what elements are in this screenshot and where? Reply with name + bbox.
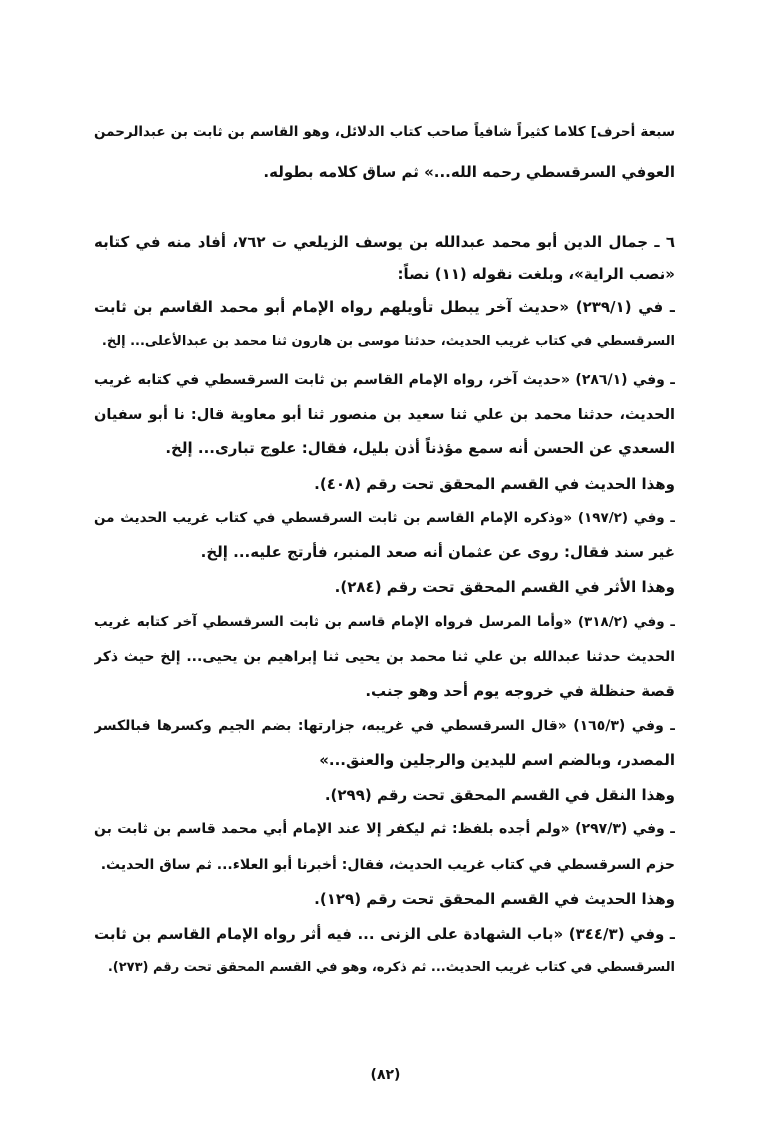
text-line: ٦ ـ جمال الدين أبو محمد عبدالله بن يوسف الزيلعي ت ٧٦٢، أفاد منه في كتابه <box>94 233 675 251</box>
text-line: ـ وفي (٢٩٧/٣) «ولم أجده بلفظ: ثم ليكفر إلا عند الإمام أبي محمد قاسم بن ثابت بن <box>94 821 675 837</box>
text-line: ـ في (٢٣٩/١) «حديث آخر يبطل تأويلهم رواه الإمام أبو محمد القاسم بن ثابت <box>94 298 675 316</box>
text-line: السرقسطي في كتاب غريب الحديث، حدثنا موسى بن هارون ثنا محمد بن عبدالأعلى... إلخ. <box>101 334 675 349</box>
text-line: ـ وفي (١٦٥/٣) «قال السرقسطي في غريبه، جزارتها: بضم الجيم وكسرها فبالكسر <box>94 718 675 734</box>
text-line: وهذا الحديث في القسم المحقق تحت رقم (٤٠٨). <box>314 475 675 493</box>
text-line: ـ وفي (٣١٨/٢) «وأما المرسل فرواه الإمام قاسم بن ثابت السرقسطي آخر كتابه غريب <box>94 614 675 630</box>
text-line: غير سند فقال: روى عن عثمان أنه صعد المنبر، فأرتج عليه... إلخ. <box>200 543 675 561</box>
page-number: (٨٢) <box>370 1067 401 1083</box>
text-line: «نصب الراية»، وبلغت نقوله (١١) نصاً: <box>397 265 675 283</box>
text-line: قصة حنظلة في خروجه يوم أحد وهو جنب. <box>365 682 675 700</box>
text-line: الحديث، حدثنا محمد بن علي ثنا سعيد بن منصور ثنا أبو معاوية قال: نا أبو سفيان <box>94 407 675 423</box>
text-line: حزم السرقسطي في كتاب غريب الحديث، فقال: أخبرنا أبو العلاء... ثم ساق الحديث. <box>100 857 675 873</box>
text-line: السرقسطي في كتاب غريب الحديث... ثم ذكره، وهو في القسم المحقق تحت رقم (٢٧٣). <box>107 960 675 975</box>
text-line: وهذا الأثر في القسم المحقق تحت رقم (٢٨٤). <box>334 578 675 596</box>
text-line: سبعة أحرف] كلاما كثيراً شافياً صاحب كتاب الدلائل، وهو القاسم بن ثابت بن عبدالرحمن <box>94 124 675 140</box>
text-line: ـ وفي (٢٨٦/١) «حديث آخر، رواه الإمام القاسم بن ثابت السرقسطي في كتابه غريب <box>94 372 675 388</box>
text-line: وهذا الحديث في القسم المحقق تحت رقم (١٢٩). <box>314 890 675 908</box>
text-line: العوفي السرقسطي رحمه الله...» ثم ساق كلامه بطوله. <box>263 163 675 181</box>
text-line: وهذا النقل في القسم المحقق تحت رقم (٢٩٩). <box>324 786 675 804</box>
text-line: ـ وفي (١٩٧/٢) «وذكره الإمام القاسم بن ثابت السرقسطي في كتاب غريب الحديث من <box>94 510 675 526</box>
text-line: الحديث حدثنا عبدالله بن علي ثنا محمد بن يحيى ثنا إبراهيم بن يحيى... إلخ حيث ذكر <box>94 649 675 665</box>
text-line: ـ وفي (٣٤٤/٣) «باب الشهادة على الزنى ... فيه أثر رواه الإمام القاسم بن ثابت <box>94 925 675 943</box>
text-line: السعدي عن الحسن أنه سمع مؤذناً أذن بليل، فقال: علوج تبارى... إلخ. <box>165 439 675 457</box>
text-line: المصدر، وبالضم اسم لليدين والرجلين والعنق...» <box>319 751 675 769</box>
